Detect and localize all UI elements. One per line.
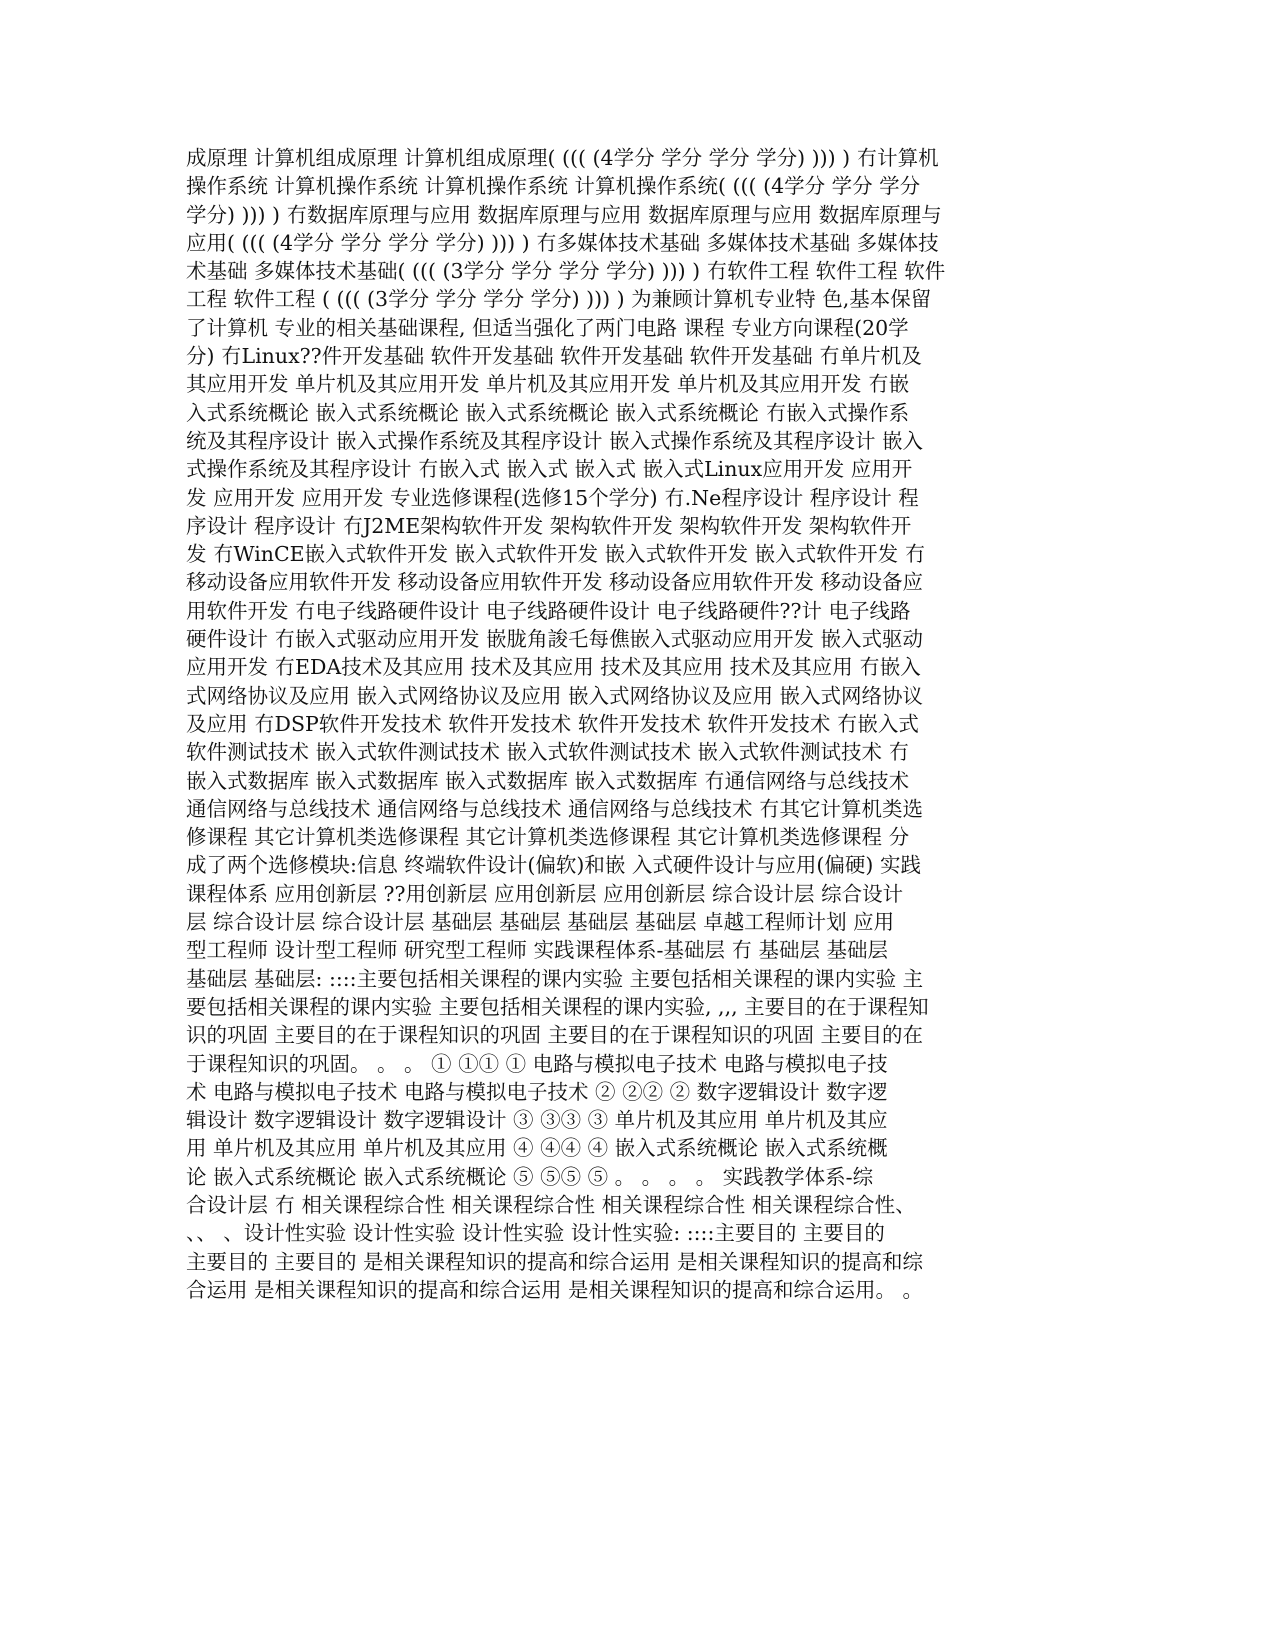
text-line: 发 应用开发 应用开发 专业选修课程(选修15个学分) 冇.Ne程序设计 程序设计 程: [186, 485, 919, 510]
text-line: 移动设备应用软件开发 移动设备应用软件开发 移动设备应用软件开发 移动设备应: [186, 570, 924, 595]
text-line: 型工程师 设计型工程师 研究型工程师 实践课程体系-基础层 冇 基础层 基础层: [186, 938, 889, 963]
text-line: 操作系统 计算机操作系统 计算机操作系统 计算机操作系统( ((( (4学分 学分 学分: [186, 174, 921, 199]
text-line: 课程体系 应用创新层 ??用创新层 应用创新层 应用创新层 综合设计层 综合设计: [186, 881, 904, 906]
text-line: 用 单片机及其应用 单片机及其应用 ④ ④④ ④ 嵌入式系统概论 嵌入式系统概: [186, 1136, 888, 1161]
text-line: 术基础 多媒体技术基础( ((( (3学分 学分 学分 学分) ))) ) 冇软件工程 软件工程 软件: [186, 259, 946, 284]
text-line: 合设计层 冇 相关课程综合性 相关课程综合性 相关课程综合性 相关课程综合性、: [186, 1192, 916, 1217]
text-line: 式操作系统及其程序设计 冇嵌入式 嵌入式 嵌入式 嵌入式Linux应用开发 应用开: [186, 457, 913, 482]
text-line: 统及其程序设计 嵌入式操作系统及其程序设计 嵌入式操作系统及其程序设计 嵌入: [186, 428, 924, 453]
text-line: 应用开发 冇EDA技术及其应用 技术及其应用 技术及其应用 技术及其应用 冇嵌入: [186, 655, 921, 680]
text-line: 软件测试技术 嵌入式软件测试技术 嵌入式软件测试技术 嵌入式软件测试技术 冇: [186, 740, 910, 765]
text-line: 入式系统概论 嵌入式系统概论 嵌入式系统概论 嵌入式系统概论 冇嵌入式操作系: [186, 400, 910, 425]
text-line: 硬件设计 冇嵌入式驱动应用开发 嵌胧角誜乇每僬嵌入式驱动应用开发 嵌入式驱动: [186, 627, 924, 652]
text-line: 发 冇WinCE嵌入式软件开发 嵌入式软件开发 嵌入式软件开发 嵌入式软件开发 冇: [186, 542, 926, 567]
text-line: 论 嵌入式系统概论 嵌入式系统概论 ⑤ ⑤⑤ ⑤ 。 。 。 。 实践教学体系-综: [186, 1164, 874, 1189]
text-line: 主要目的 主要目的 是相关课程知识的提高和综合运用 是相关课程知识的提高和综: [186, 1249, 924, 1274]
text-line: 识的巩固 主要目的在于课程知识的巩固 主要目的在于课程知识的巩固 主要目的在: [186, 1023, 924, 1048]
text-line: 式网络协议及应用 嵌入式网络协议及应用 嵌入式网络协议及应用 嵌入式网络协议: [186, 683, 924, 708]
text-line: 序设计 程序设计 冇J2ME架构软件开发 架构软件开发 架构软件开发 架构软件开: [186, 513, 912, 538]
text-line: 了计算机 专业的相关基础课程, 但适当强化了两门电路 课程 专业方向课程(20学: [186, 315, 909, 340]
text-line: 层 综合设计层 综合设计层 基础层 基础层 基础层 基础层 卓越工程师计划 应用: [186, 910, 895, 935]
text-line: 及应用 冇DSP软件开发技术 软件开发技术 软件开发技术 软件开发技术 冇嵌入式: [186, 711, 919, 736]
text-line: 、、 、设计性实验 设计性实验 设计性实验 设计性实验: ::::主要目的 主要目的: [186, 1221, 885, 1246]
text-line: 工程 软件工程 ( ((( (3学分 学分 学分 学分) ))) ) 为兼顾计算机专业特 色,基本保留: [186, 287, 932, 312]
text-line: 辑设计 数字逻辑设计 数字逻辑设计 ③ ③③ ③ 单片机及其应用 单片机及其应: [186, 1108, 888, 1133]
text-line: 术 电路与模拟电子技术 电路与模拟电子技术 ② ②② ② 数字逻辑设计 数字逻: [186, 1079, 888, 1104]
text-line: 嵌入式数据库 嵌入式数据库 嵌入式数据库 嵌入式数据库 冇通信网络与总线技术: [186, 768, 910, 793]
text-line: 通信网络与总线技术 通信网络与总线技术 通信网络与总线技术 冇其它计算机类选: [186, 796, 924, 821]
text-line: 成原理 计算机组成原理 计算机组成原理( ((( (4学分 学分 学分 学分) ))) ) 冇计算机: [186, 146, 939, 170]
body-text: [186, 144, 1091, 1304]
text-line: 修课程 其它计算机类选修课程 其它计算机类选修课程 其它计算机类选修课程 分: [186, 825, 910, 850]
text-line: 基础层 基础层: ::::主要包括相关课程的课内实验 主要包括相关课程的课内实验 主: [186, 966, 924, 991]
text-line: 用软件开发 冇电子线路硬件设计 电子线路硬件设计 电子线路硬件??计 电子线路: [186, 598, 911, 623]
text-line: 成了两个选修模块:信息 终端软件设计(偏软)和嵌 入式硬件设计与应用(偏硬) 实践: [186, 853, 921, 878]
text-line: 应用( ((( (4学分 学分 学分 学分) ))) ) 冇多媒体技术基础 多媒体技术基础 多媒体技: [186, 230, 939, 255]
text-line: 于课程知识的巩固。 。 。 ① ①① ① 电路与模拟电子技术 电路与模拟电子技: [186, 1051, 888, 1076]
text-line: 合运用 是相关课程知识的提高和综合运用 是相关课程知识的提高和综合运用。 。: [186, 1277, 924, 1302]
text-line: 其应用开发 单片机及其应用开发 单片机及其应用开发 单片机及其应用开发 冇嵌: [186, 372, 910, 397]
text-line: 要包括相关课程的课内实验 主要包括相关课程的课内实验, ,,, 主要目的在于课程知: [186, 994, 929, 1019]
text-line: 学分) ))) ) 冇数据库原理与应用 数据库原理与应用 数据库原理与应用 数据库原理与: [186, 202, 942, 227]
text-line: 分) 冇Linux??件开发基础 软件开发基础 软件开发基础 软件开发基础 冇单片机及: [186, 344, 922, 369]
